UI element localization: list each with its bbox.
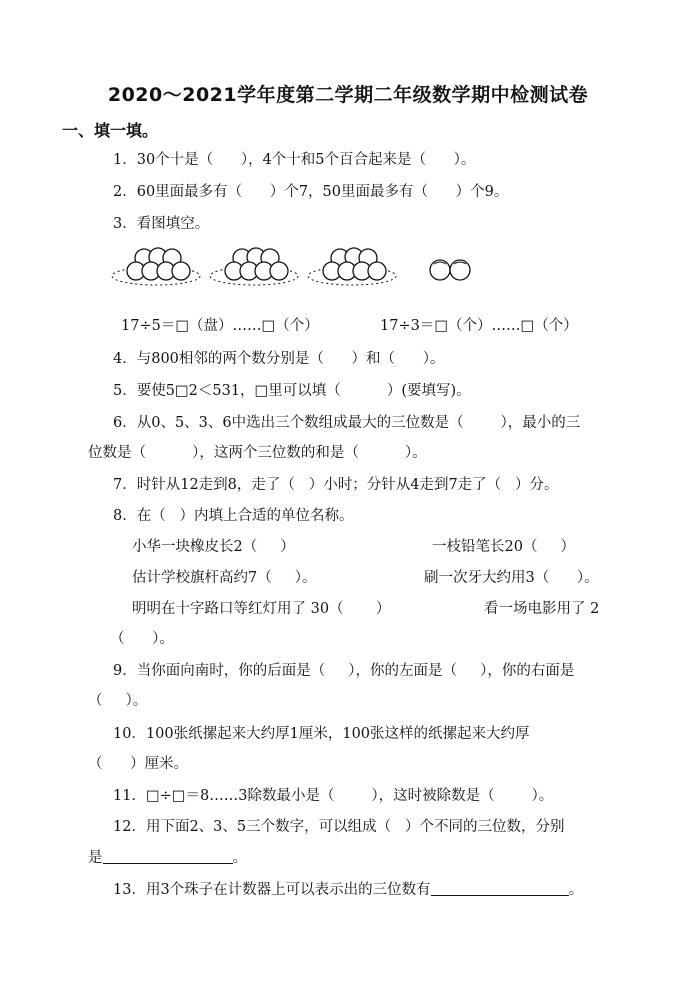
question-9-line-1: 9．当你面向南时，你的后面是（ ），你的左面是（ ），你的右面是 [113,663,575,679]
question-8-item-a2: 一枝铅笔长20（ ） [432,539,575,555]
question-3-equation-1: 17÷5＝□（盘）……□（个） [121,318,319,334]
page-title: 2020～2021学年度第二学期二年级数学期中检测试卷 [107,84,589,106]
question-12-prefix: 是 [88,850,103,866]
question-8-item-c1: 明明在十字路口等红灯用了 30（ ） [132,601,391,617]
question-8-item-b2: 刷一次牙大约用3（ ）。 [424,570,599,586]
question-12-line-2 [88,848,247,868]
question-1: 1．30个十是（ ），4个十和5个百合起来是（ ）。 [113,152,476,168]
plate-group-2 [208,238,300,290]
question-4: 4．与800相邻的两个数分别是（ ）和（ ）。 [113,351,445,367]
question-8-item-c2: 看一场电影用了 2 [484,601,600,617]
question-8-item-a1: 小华一块橡皮长2（ ） [132,539,295,555]
question-6-line-1: 6．从0、5、3、6中选出三个数组成最大的三位数是（ ），最小的三 [113,415,581,431]
plate-group-3 [306,238,398,290]
answer-blank-13[interactable] [431,880,569,896]
question-13-suffix: 。 [568,882,584,898]
question-10-line-1: 10．100张纸摞起来大约厚1厘米，100张这样的纸摞起来大约厚 [113,726,530,742]
question-7: 7．时针从12走到8，走了（ ）小时；分针从4走到7走了（ ）分。 [113,477,559,493]
question-8-item-b1: 估计学校旗杆高约7（ ）。 [132,570,317,586]
question-6-line-2: 位数是（ ），这两个三位数的和是（ ）。 [88,445,427,461]
question-13-text: 13．用3个珠子在计数器上可以表示出的三位数有 [113,882,431,898]
question-10-line-2: （ ）厘米。 [88,756,189,772]
section-heading: 一、填一填。 [62,121,159,140]
question-8: 8．在（ ）内填上合适的单位名称。 [113,508,354,524]
loose-oranges [424,238,480,290]
question-12-line-1: 12．用下面2、3、5三个数字，可以组成（ ）个不同的三位数，分别 [113,819,565,835]
plate-group-1 [110,238,202,290]
question-9-line-2: （ ）。 [88,693,148,709]
question-8-item-d: （ ）。 [110,631,174,647]
answer-blank-12[interactable] [103,848,233,864]
question-3: 3．看图填空。 [113,216,210,232]
question-5: 5．要使5□2＜531，□里可以填（ ）(要填写)。 [113,383,471,399]
orange-icon [430,260,470,280]
question-2: 2．60里面最多有（ ）个7，50里面最多有（ ）个9。 [113,184,509,200]
question-3-equation-2: 17÷3＝□（个）……□（个） [380,318,578,334]
question-12-suffix: 。 [232,850,247,866]
question-13 [113,880,583,900]
question-11: 11．□÷□＝8……3除数最小是（ ），这时被除数是（ ）。 [113,788,554,804]
